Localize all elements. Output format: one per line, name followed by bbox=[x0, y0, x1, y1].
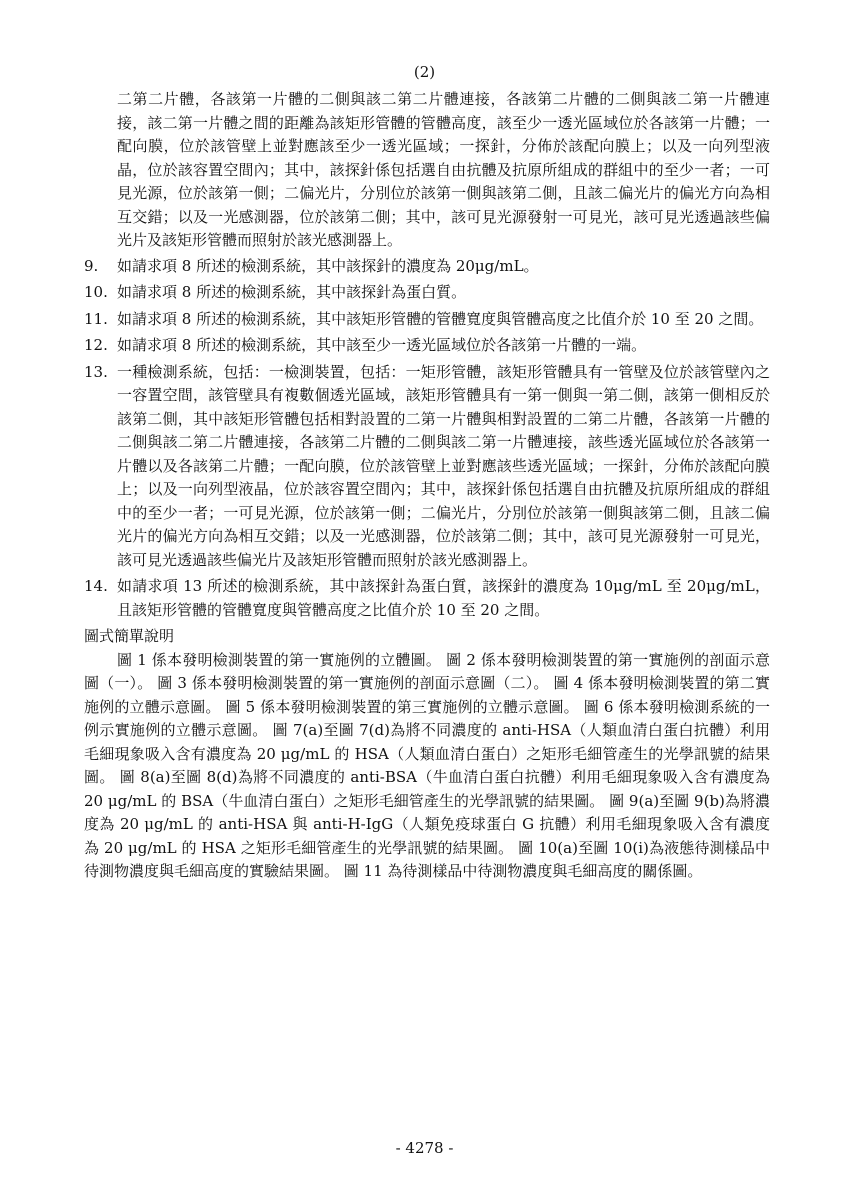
figures-description-paragraph: 圖 1 係本發明檢測裝置的第一實施例的立體圖。 圖 2 係本發明檢測裝置的第一實施例的剖面示意圖（一）。 圖 3 係本發明檢測裝置的第一實施例的剖面示意圖（二）。 圖 4 係本發明檢測裝置的第二實施例的立體示意圖。 圖 5 係本發明檢測裝置的第三實施例的立體示意圖。 圖 6 係本發明檢測系統的一例示實施例的立體示意圖。 圖 7(a)至圖 7(d)為將不同濃度的 anti-HSA（人類血清白蛋白抗體）利用毛細現象吸入含有濃度為 20 μg/mL 的 HSA（人類血清白蛋白）之矩形毛細管產生的光學訊號的結果圖。 圖 8(a)至圖 8(d)為將不同濃度的 anti-BSA（牛血清白蛋白抗體）利用毛細現象吸入含有濃度為 20 μg/mL 的 BSA（牛血清白蛋白）之矩形毛細管產生的光學訊號的結果圖。 圖 9(a)至圖 9(b)為將濃度為 20 μg/mL 的 anti-HSA 與 anti-H-IgG（人類免疫球蛋白 G 抗體）利用毛細現象吸入含有濃度為 20 μg/mL 的 HSA 之矩形毛細管產生的光學訊號的結果圖。 圖 10(a)至圖 10(i)為液態待測樣品中待測物濃度與毛細高度的實驗結果圖。 圖 11 為待測樣品中待測物濃度與毛細高度的關係圖。 bbox=[84, 650, 770, 880]
claim-item bbox=[84, 281, 770, 305]
figures-section-heading: 圖式簡單說明 bbox=[84, 627, 175, 645]
claim-text: 如請求項 8 所述的檢測系統，其中該至少一透光區域位於各該第一片體的一端。 bbox=[117, 336, 647, 354]
claim-item bbox=[84, 334, 770, 358]
claim-text: 一種檢測系統，包括：一檢測裝置，包括：一矩形管體，該矩形管體具有一管壁及位於該管壁內之一容置空間，該管壁具有複數個透光區域，該矩形管體具有一第一側與一第二側，該第一側相反於該第二側，其中該矩形管體包括相對設置的二第一片體與相對設置的二第二片體，各該第一片體的二側與該二第二片體連接，各該第二片體的二側與該二第一片體連接，該些透光區域位於各該第一片體以及各該第二片體；一配向膜，位於該管壁上並對應該些透光區域；一探針，分佈於該配向膜上；以及一向列型液晶，位於該容置空間內；其中，該探針係包括選自由抗體及抗原所組成的群組中的至少一者；一可見光源，位於該第一側；二偏光片，分別位於該第一側與該第二側，且該二偏光片的偏光方向為相互交錯；以及一光感測器，位於該第二側；其中，該可見光源發射一可見光，該可見光透過該些偏光片及該矩形管體而照射於該光感測器上。 bbox=[117, 362, 770, 569]
page-header-marker: (2) bbox=[413, 63, 436, 81]
claim-text: 如請求項 8 所述的檢測系統，其中該矩形管體的管體寬度與管體高度之比值介於 10 至 20 之間。 bbox=[117, 309, 764, 328]
page-number: - 4278 - bbox=[395, 1139, 454, 1157]
claim-number: 9. bbox=[84, 256, 99, 275]
claim-text: 如請求項 8 所述的檢測系統，其中該探針的濃度為 20μg/mL。 bbox=[117, 256, 539, 275]
claim-item bbox=[84, 255, 770, 279]
claim-number: 12. bbox=[84, 336, 108, 354]
claim-item bbox=[84, 575, 770, 622]
claim-number: 14. bbox=[84, 577, 108, 595]
claim-item bbox=[84, 361, 770, 573]
claim-continuation-text: 二第二片體，各該第一片體的二側與該二第二片體連接，各該第二片體的二側與該二第一片體連接，該二第一片體之間的距離為該矩形管體的管體高度，該至少一透光區域位於各該第一片體；一配向膜，位於該管壁上並對應該至少一透光區域；一探針，分佈於該配向膜上；以及一向列型液晶，位於該容置空間內；其中，該探針係包括選自由抗體及抗原所組成的群組中的至少一者；一可見光源，位於該第一側；二偏光片，分別位於該第一側與該第二側，且該二偏光片的偏光方向為相互交錯；以及一光感測器，位於該第二側；其中，該可見光源發射一可見光，該可見光透過該些偏光片及該矩形管體而照射於該光感測器上。 bbox=[117, 90, 770, 249]
claim-text: 如請求項 13 所述的檢測系統，其中該探針為蛋白質，該探針的濃度為 10μg/mL 至 20μg/mL，且該矩形管體的管體寬度與管體高度之比值介於 10 至 20 之間。 bbox=[117, 577, 770, 619]
claim-number: 11. bbox=[84, 309, 108, 328]
claim-item bbox=[84, 308, 770, 332]
claim-number: 10. bbox=[84, 283, 108, 301]
claim-text: 如請求項 8 所述的檢測系統，其中該探針為蛋白質。 bbox=[117, 283, 467, 301]
document-body bbox=[84, 88, 770, 884]
claim-number: 13. bbox=[84, 362, 108, 381]
